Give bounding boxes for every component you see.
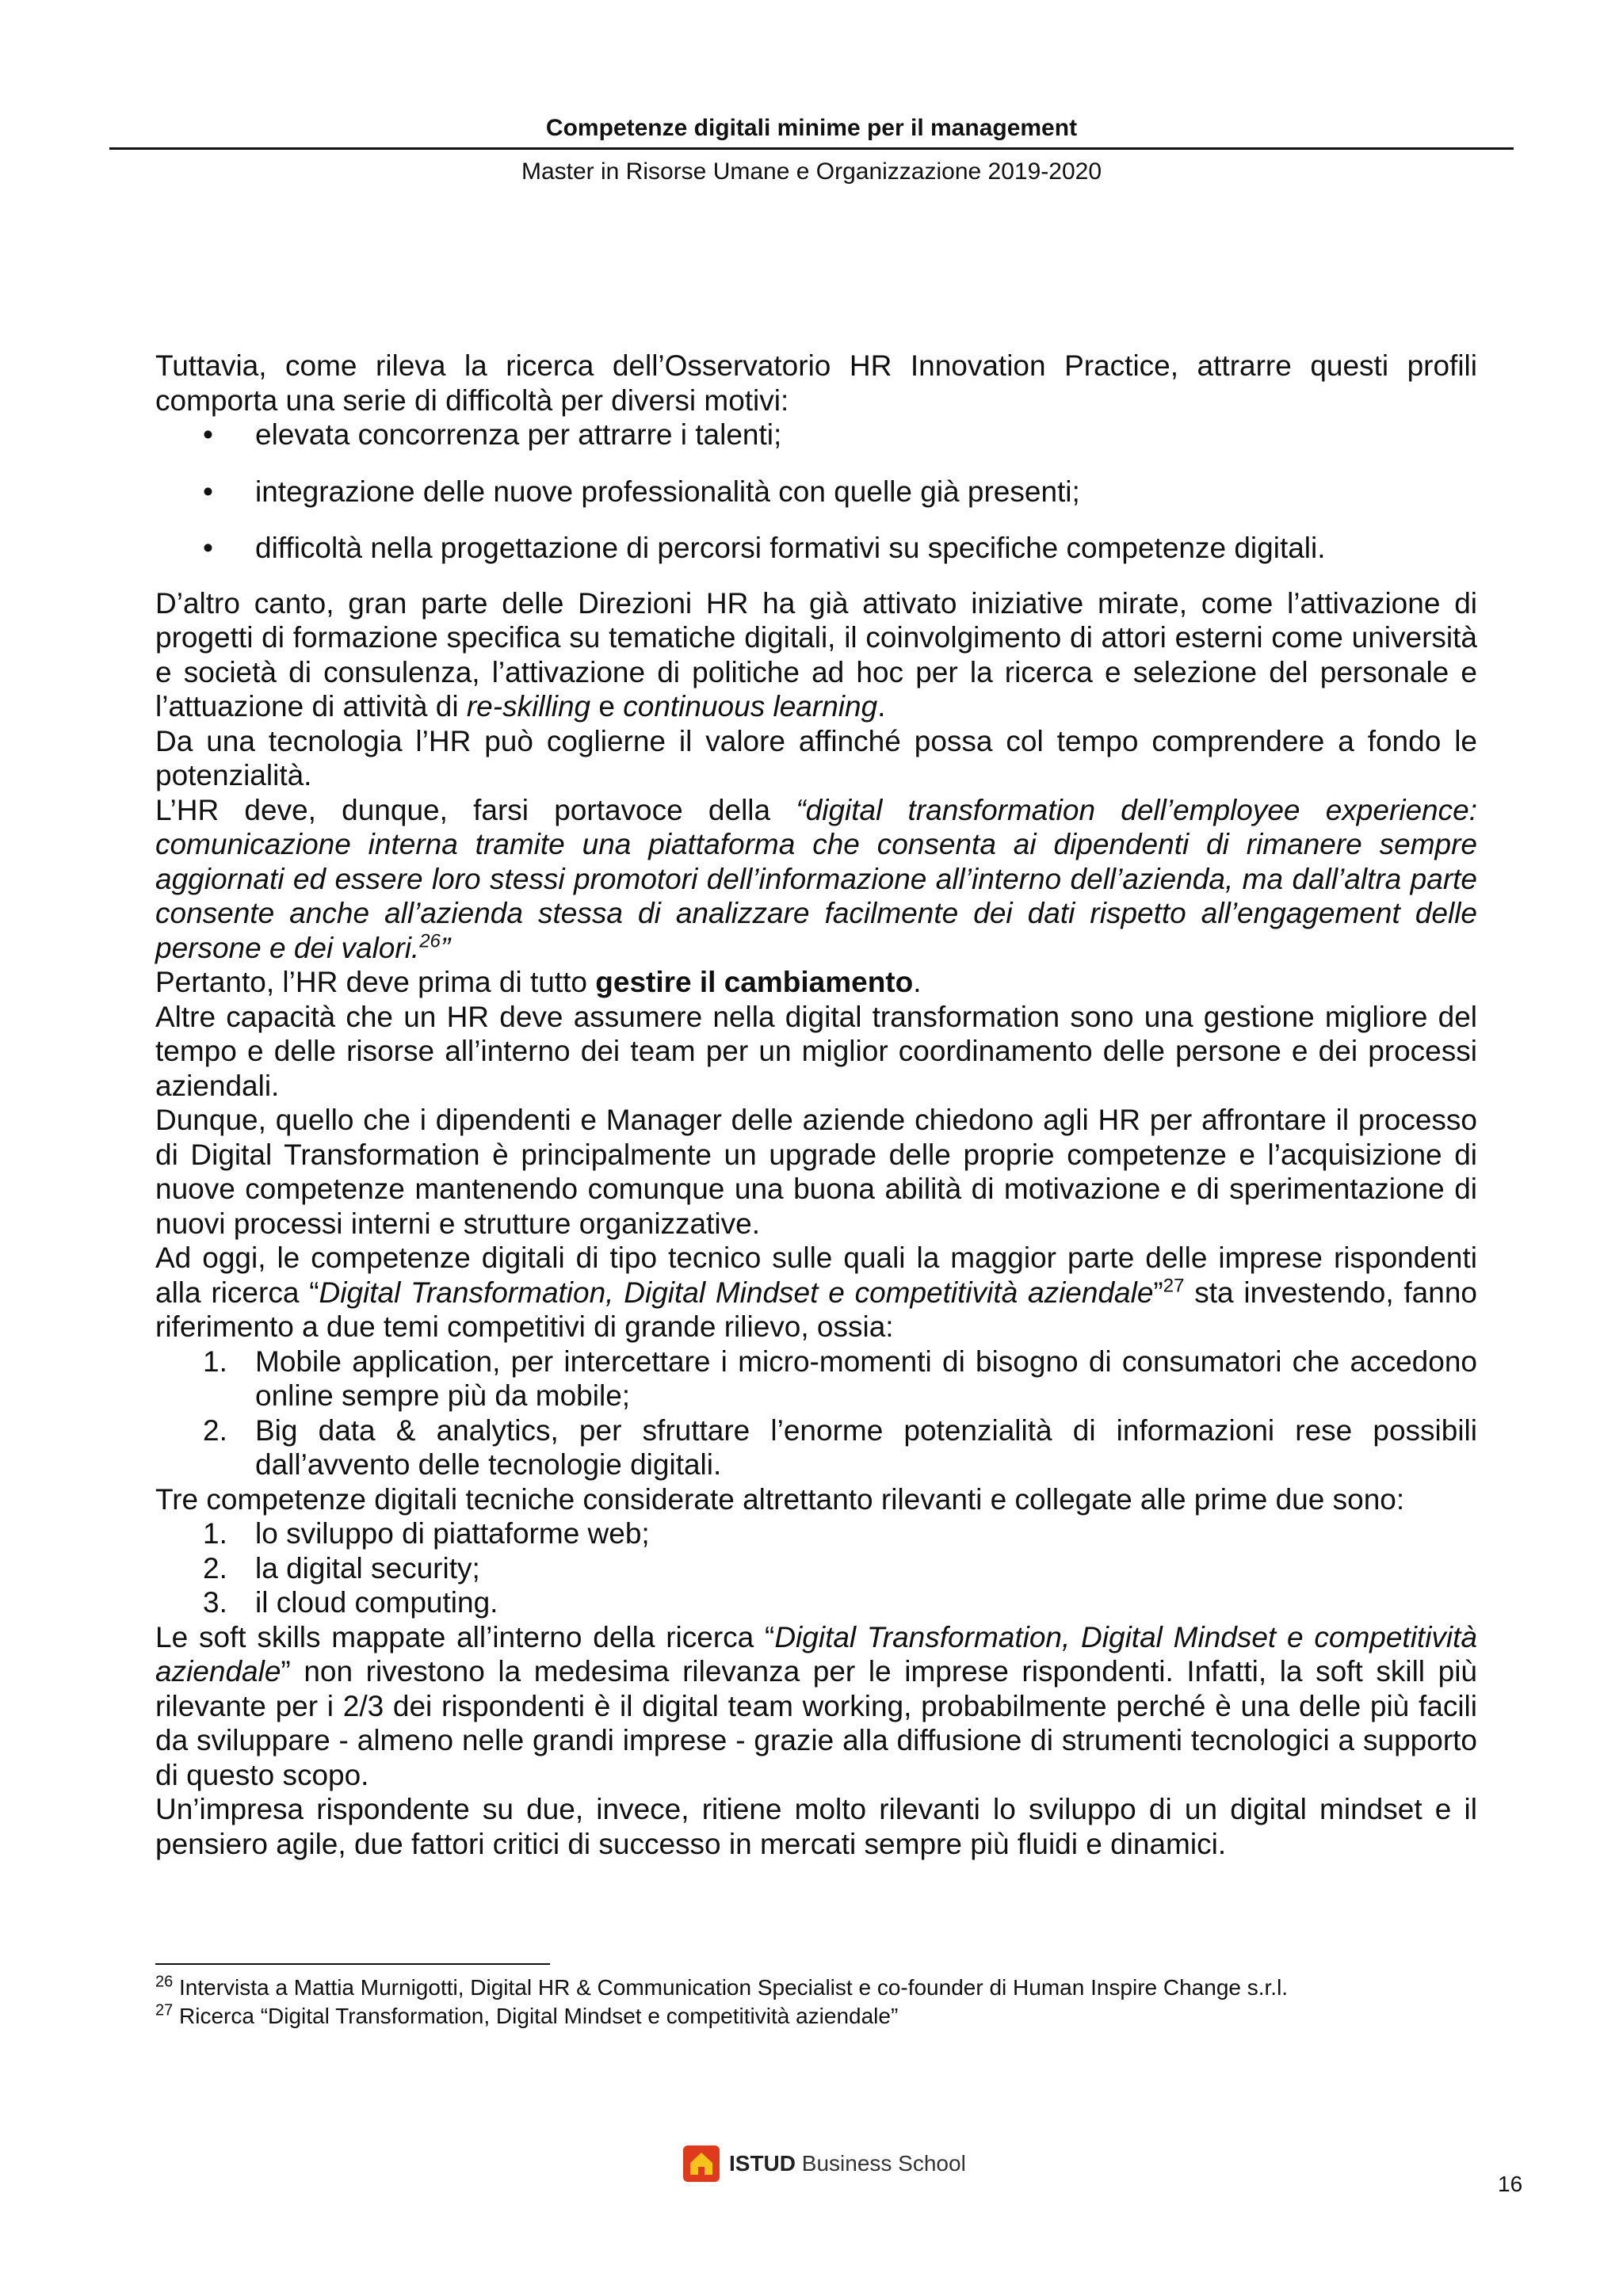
paragraph-5: Pertanto, l’HR deve prima di tutto gestire il cambiamento. (155, 966, 922, 998)
list-item: 2. la digital security; (203, 1551, 480, 1585)
paragraph-2: D’altro canto, gran parte delle Direzioni HR ha già attivato iniziative mirate, come l’attivazione di progetti di formazione specifica su tematiche digitali, il coinvolgimento di attori esterni come università e società di consulenza, l’attivazione di politiche ad hoc per la ricerca e selezione del personale e l’attuazione di attività di re-skilling e continuous learning. (155, 586, 1477, 723)
bullet-icon: • (203, 418, 213, 451)
paragraph-4-quote: L’HR deve, dunque, farsi portavoce della “digital transformation dell’employee experience: comunicazione interna tramite una piattaforma che consenta ai dipendenti di rimanere sempre aggiornati ed essere loro stessi promotori dell’informazione all’interno dell’azienda, ma dall’altra parte consente anche all’azienda stessa di analizzare facilmente dei dati rispetto all’engagement delle persone e dei valori.$^{26}$” (155, 793, 1477, 964)
page-number: 16 (1498, 2172, 1523, 2196)
list-item: 2. Big data & analytics, per sfruttare l’enorme potenzialità di informazioni rese possibili dall’avvento delle tecnologie digitali. (203, 1413, 1477, 1481)
numbered-list-skills (155, 1516, 1477, 1620)
numbered-list-themes (155, 1344, 1477, 1482)
paragraph-11: Un’impresa rispondente su due, invece, ritiene molto rilevanti lo sviluppo di un digital mindset e il pensiero agile, due fattori critici di successo in mercati sempre più fluidi e dinamici. (155, 1793, 1477, 1860)
list-item: 3. il cloud computing. (203, 1586, 498, 1619)
bullet-icon: • (203, 475, 213, 508)
list-item: 1. Mobile application, per intercettare i micro-momenti di bisogno di consumatori che accedono online sempre più da mobile; (203, 1344, 1477, 1412)
paragraph-7: Dunque, quello che i dipendenti e Manager delle aziende chiedono agli HR per affrontare il processo di Digital Transformation è principalmente un upgrade delle proprie competenze e l’acquisizione di nuove competenze mantenendo comunque una buona abilità di motivazione e di sperimentazione di nuovi processi interni e strutture organizzative. (155, 1104, 1477, 1240)
footnote-ref-26[interactable]: 26 (419, 930, 441, 952)
footnotes (155, 1974, 1503, 2031)
list-item: 1. lo sviluppo di piattaforme web; (203, 1517, 650, 1550)
bullet-item: • difficoltà nella progettazione di percorsi formativi su specifiche competenze digitali. (203, 532, 1326, 564)
paragraph-8: Ad oggi, le competenze digitali di tipo tecnico sulle quali la maggior parte delle imprese rispondenti alla ricerca “Digital Transformation, Digital Mindset e competitività aziendale”$^{27}$ sta investendo, fanno riferimento a due temi competitivi di grande rilievo, ossia: (155, 1241, 1477, 1343)
footnote-divider (155, 1963, 550, 1965)
bullet-item: • integrazione delle nuove professionalità con quelle già presenti; (203, 475, 1080, 508)
footnote-26: $^{26}$ Intervista a Mattia Murnigotti, Digital HR & Communication Specialist e co-founder di Human Inspire Change s.r.l. (155, 1973, 1289, 2000)
footnote-27: $^{27}$ Ricerca “Digital Transformation, Digital Mindset e competitività aziendale” (155, 2001, 899, 2028)
paragraph-9: Tre competenze digitali tecniche considerate altrettanto rilevanti e collegate alle prime due sono: (155, 1482, 1405, 1516)
document-header-subtitle: Master in Risorse Umane e Organizzazione 2019-2020 (521, 158, 1102, 185)
bullet-item: • elevata concorrenza per attrarre i talenti; (203, 418, 782, 451)
document-header-title: Competenze digitali minime per il management (545, 115, 1078, 141)
document-body (155, 349, 1477, 1861)
paragraph-3: Da una tecnologia l’HR può coglierne il valore affinché possa col tempo comprendere a fondo le potenzialità. (155, 724, 1477, 791)
istud-logo: ISTUD Business School (683, 2145, 966, 2182)
paragraph-6: Altre capacità che un HR deve assumere nella digital transformation sono una gestione migliore del tempo e delle risorse all’interno dei team per un miglior coordinamento delle persone e dei processi aziendali. (155, 1000, 1477, 1102)
paragraph-10: Le soft skills mappate all’interno della ricerca “Digital Transformation, Digital Mindset e competitività aziendale” non rivestono la medesima rilevanza per le imprese rispondenti. Infatti, la soft skill più rilevante per i 2/3 dei rispondenti è il digital team working, probabilmente perché è una delle più facili da sviluppare - almeno nelle grandi imprese - grazie alla diffusione di strumenti tecnologici a supporto di questo scopo. (155, 1620, 1477, 1791)
bullet-icon: • (203, 532, 213, 564)
paragraph-1: Tuttavia, come rileva la ricerca dell’Osservatorio HR Innovation Practice, attrarre questi profili comporta una serie di difficoltà per diversi motivi: (155, 349, 1477, 417)
footnote-ref-27[interactable]: 27 (1163, 1275, 1185, 1297)
bullet-list (155, 418, 1477, 566)
header-divider (109, 147, 1514, 150)
istud-house-icon (683, 2145, 720, 2182)
